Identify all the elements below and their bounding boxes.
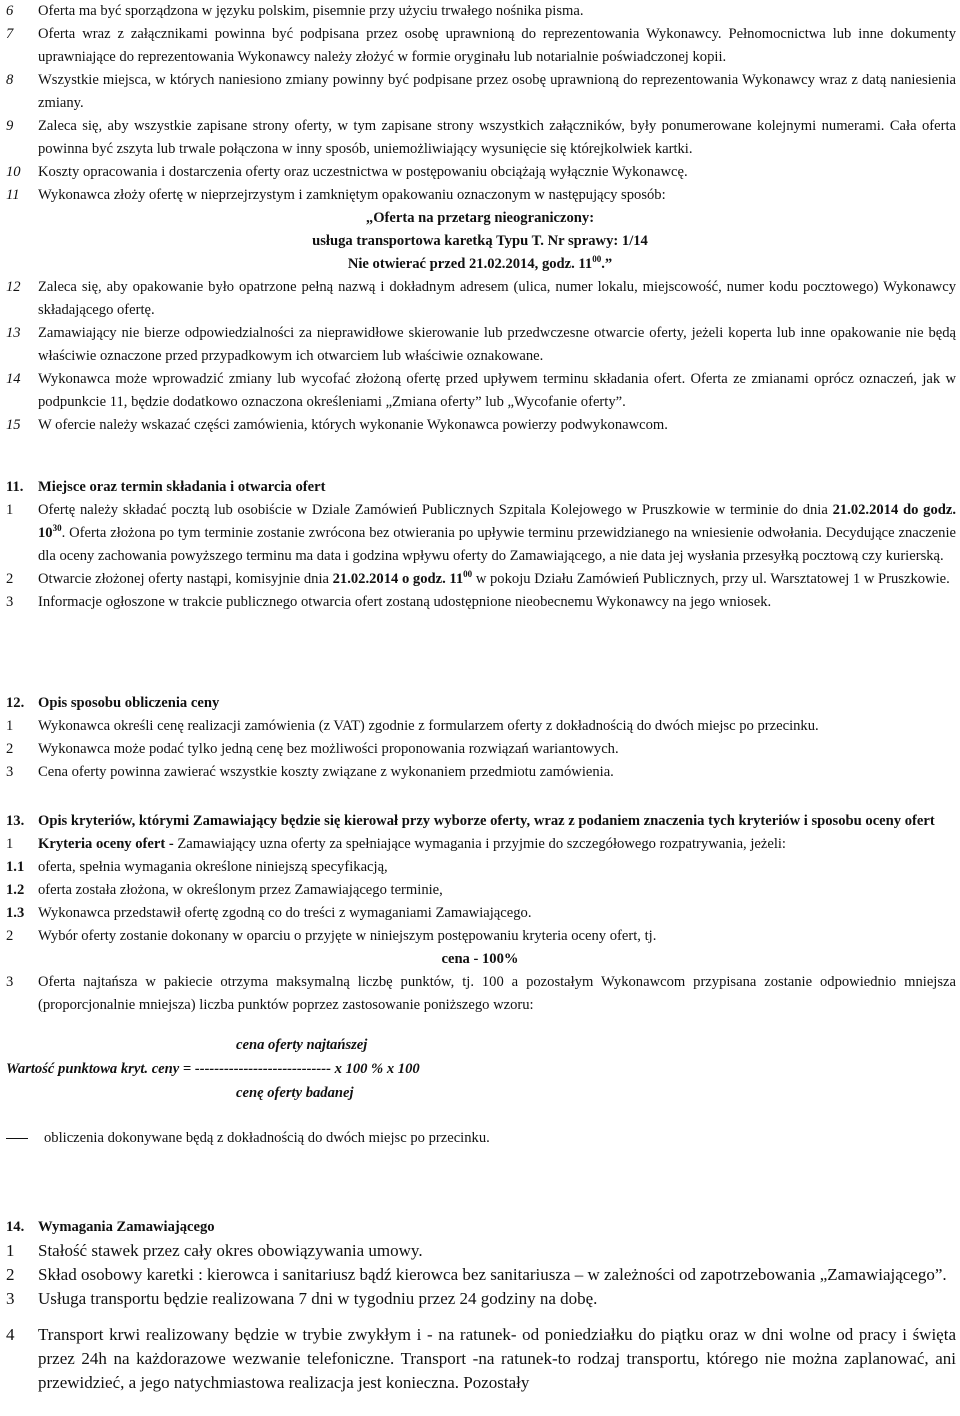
section-heading: 14. Wymagania Zamawiającego bbox=[6, 1219, 215, 1235]
list-item bbox=[0, 368, 960, 414]
item-text: Wykonawca złoży ofertę w nieprzejrzystym i zamkniętym opakowaniu oznaczonym w następujący sposób: bbox=[38, 187, 666, 203]
list-item bbox=[0, 184, 960, 207]
sub-item: 1.2 oferta została złożona, w określonym przez Zamawiającego terminie, bbox=[6, 882, 443, 898]
price-formula bbox=[0, 1037, 960, 1113]
list-item bbox=[0, 161, 960, 184]
list-item bbox=[0, 276, 960, 322]
formula-denominator: cenę oferty badanej bbox=[236, 1085, 354, 1101]
list-item: 3 Cena oferty powinna zawierać wszystkie koszty związane z wykonaniem przedmiotu zamówienia. bbox=[6, 764, 614, 780]
list-item: 1 Wykonawca określi cenę realizacji zamówienia (z VAT) zgodnie z formularzem oferty z dokładnością do dwóch miejsc po przecinku. bbox=[6, 718, 819, 734]
list-item: 2 Otwarcie złożonej oferty nastąpi, komisyjnie dnia 21.02.2014 o godz. $11^{00}$ w pokoju Działu Zamówień Publicznych, przy ul. Warsztatowej 1 w Pruszkowie. bbox=[6, 569, 950, 587]
list-item: 2 Skład osobowy karetki : kierowca i sanitariusz bądź kierowca bez sanitariusza – w zależności od zapotrzebowania „Zamawiającego”. bbox=[6, 1265, 947, 1284]
item-text: Oferta wraz z załącznikami powinna być podpisana przez osobę uprawnioną do reprezentowania Wykonawcy. Pełnomocnictwa lub inne dokumenty uprawniające do reprezentowania Wykonawcy należy złożyć w formie oryginału lub notarialnie poświadczonej kopii. bbox=[38, 26, 956, 65]
item-number: 7 bbox=[6, 26, 14, 42]
envelope-line-2: usługa transportowa karetką Typu T. Nr sprawy: 1/14 bbox=[312, 233, 648, 249]
list-item: 1 Ofertę należy składać pocztą lub osobiście w Dziale Zamówień Publicznych Szpitala Kolejowego w Pruszkowie w terminie do dnia 21.02.2014 do godz. $10^{30}$. Oferta złożona po tym terminie zostanie zwrócona bez otwierania po upływie terminu przewidzianego na wniesienie odwołania. Decydujące znaczenie dla oceny zachowania powyższego terminu ma data i godzina wpływu oferty do Zamawiającego, a nie data jej wysłania przesyłką pocztową czy kurierską. bbox=[6, 502, 957, 564]
list-item: 3 Usługa transportu będzie realizowana 7 dni w tygodniu przez 24 godziny na dobę. bbox=[6, 1289, 598, 1308]
item-text: W ofercie należy wskazać części zamówienia, których wykonanie Wykonawca powierzy podwykonawcom. bbox=[38, 417, 668, 433]
list-item: 4 Transport krwi realizowany będzie w trybie zwykłym i - na ratunek- od poniedziałku do piątku oraz w dni wolne od pracy i święta przez 24h na każdorazowe wezwanie telefoniczne. Transport -na ratunek-to rodzaj transportu, którego nie można zaplanować, ani przewidzieć, a jego natychmiastowa realizacja jest konieczna. Pozostały bbox=[6, 1325, 956, 1392]
item-text: Zaleca się, aby opakowanie było opatrzone pełną nazwą i dokładnym adresem (ulica, numer lokalu, miejscowość, numer kodu pocztowego) Wykonawcy składającego ofertę. bbox=[38, 279, 956, 318]
section-12 bbox=[0, 692, 960, 784]
list-item bbox=[0, 414, 960, 437]
sub-item: 1.1 oferta, spełnia wymagania określone niniejszą specyfikacją, bbox=[6, 859, 388, 875]
item-number: 12 bbox=[6, 279, 21, 295]
list-item: 1 Stałość stawek przez cały okres obowiązywania umowy. bbox=[6, 1241, 423, 1260]
list-item: 2 Wybór oferty zostanie dokonany w oparciu o przyjęte w niniejszym postępowaniu kryteria oceny ofert, tj. bbox=[6, 928, 657, 944]
item-text: Oferta ma być sporządzona w języku polskim, pisemnie przy użyciu trwałego nośnika pisma. bbox=[38, 3, 584, 19]
item-text: Zaleca się, aby wszystkie zapisane strony oferty, w tym zapisane strony wszystkich załączników, były ponumerowane kolejnymi numerami. Cała oferta powinna być zszyta lub trwale połączona w inny sposób, uniemożliwiający wysunięcie się którejkolwiek kartki. bbox=[38, 118, 956, 157]
section-heading: 13. Opis kryteriów, którymi Zamawiający będzie się kierował przy wyborze oferty, wraz z podaniem znaczenia tych kryteriów i sposobu oceny ofert bbox=[6, 813, 935, 829]
sub-item: 1.3 Wykonawca przedstawił ofertę zgodną co do treści z wymaganiami Zamawiającego. bbox=[6, 905, 532, 921]
dash-marker bbox=[6, 1138, 28, 1139]
list-item bbox=[0, 69, 960, 115]
item-number: 13 bbox=[6, 325, 21, 341]
item-number: 15 bbox=[6, 417, 21, 433]
item-text: Koszty opracowania i dostarczenia oferty oraz uczestnictwa w postępowaniu obciążają wyłącznie Wykonawcę. bbox=[38, 164, 688, 180]
list-item bbox=[0, 23, 960, 69]
envelope-label bbox=[0, 207, 960, 276]
criterion-label: cena - 100% bbox=[441, 951, 519, 967]
formula-note: obliczenia dokonywane będą z dokładnością do dwóch miejsc po przecinku. bbox=[0, 1127, 960, 1150]
envelope-line-3: Nie otwierać przed 21.02.2014, godz. $11^{00}$.” bbox=[347, 254, 613, 272]
item-text: Zamawiający nie bierze odpowiedzialności za nieprawidłowe skierowanie lub przedwczesne otwarcie oferty, jeżeli koperta lub inne opakowanie nie będą właściwie oznaczone przed przypadkowym ich otwarciem lub właściwie oznakowane. bbox=[38, 325, 956, 364]
item-number: 9 bbox=[6, 118, 14, 134]
envelope-line-1: „Oferta na przetarg nieograniczony: bbox=[365, 210, 595, 226]
section-14 bbox=[0, 1216, 960, 1395]
item-number: 14 bbox=[6, 371, 21, 387]
list-item: 3 Oferta najtańsza w pakiecie otrzyma maksymalną liczbę punktów, tj. 100 a pozostałym Wykonawcom przypisana zostanie odpowiednio mniejsza (proporcjonalnie mniejsza) liczba punktów poprzez zastosowanie poniższego wzoru: bbox=[6, 974, 956, 1013]
section-heading: 12. Opis sposobu obliczenia ceny bbox=[6, 695, 220, 711]
list-item: 2 Wykonawca może podać tylko jedną cenę bez możliwości proponowania rozwiązań wariantowych. bbox=[6, 741, 619, 757]
list-item bbox=[0, 322, 960, 368]
list-item bbox=[0, 0, 960, 23]
list-item bbox=[0, 115, 960, 161]
top-items bbox=[0, 0, 960, 437]
formula-numerator: cena oferty najtańszej bbox=[236, 1037, 368, 1053]
list-item: 3 Informacje ogłoszone w trakcie publicznego otwarcia ofert zostaną udostępnione nieobecnemu Wykonawcy na jego wniosek. bbox=[6, 594, 772, 610]
formula-main-line: Wartość punktowa kryt. ceny = ---------------------------- x 100 % x 100 bbox=[6, 1061, 420, 1077]
item-number: 8 bbox=[6, 72, 14, 88]
list-item: 1 Kryteria oceny ofert - Zamawiający uzna oferty za spełniające wymagania i przyjmie do szczegółowego rozpatrywania, jeżeli: bbox=[6, 836, 786, 852]
section-13 bbox=[0, 810, 960, 1150]
item-number: 10 bbox=[6, 164, 21, 180]
section-11 bbox=[0, 476, 960, 614]
item-text: Wszystkie miejsca, w których naniesiono zmiany powinny być podpisane przez osobę uprawnioną do reprezentowania Wykonawcy wraz z datą naniesienia zmiany. bbox=[38, 72, 956, 111]
item-number: 11 bbox=[6, 187, 20, 203]
item-number: 6 bbox=[6, 3, 14, 19]
section-heading: 11. Miejsce oraz termin składania i otwarcia ofert bbox=[6, 479, 326, 495]
item-text: Wykonawca może wprowadzić zmiany lub wycofać złożoną ofertę przed upływem terminu składania ofert. Oferta ze zmianami oprócz oznaczeń, jak w podpunkcie 11, będzie dodatkowo oznaczona określeniami „Zmiana oferty” lub „Wycofanie oferty”. bbox=[38, 371, 956, 410]
